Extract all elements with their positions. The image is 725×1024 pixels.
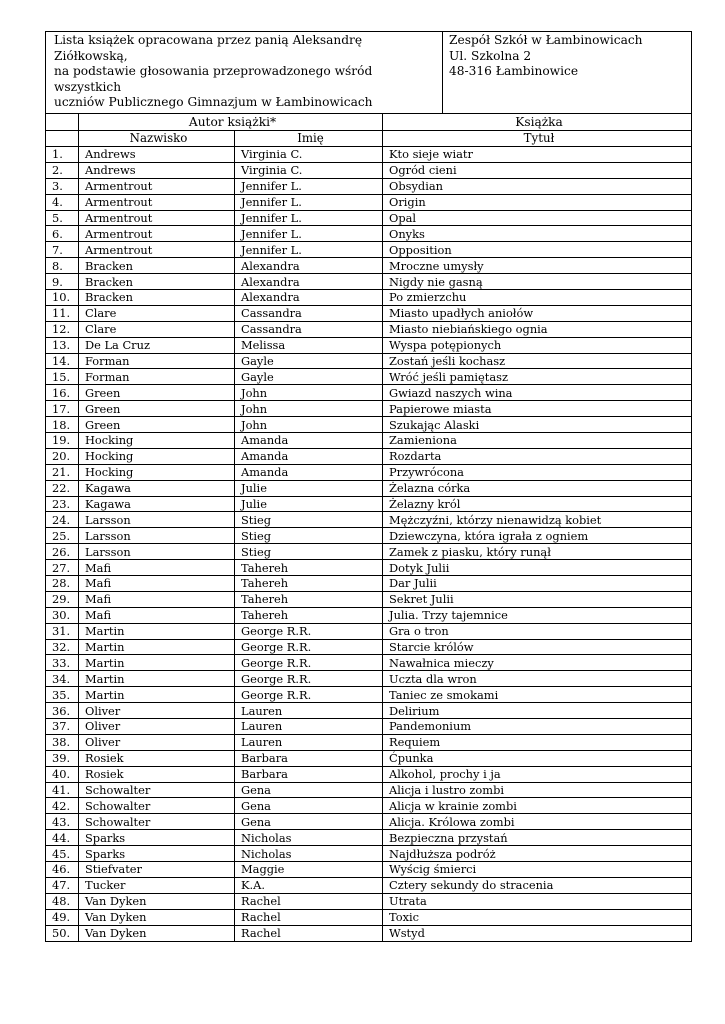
row-number: 27.: [46, 560, 79, 576]
author-first-name: Amanda: [235, 464, 383, 480]
book-title: Alicja i lustro zombi: [383, 782, 692, 798]
row-number: 50.: [46, 925, 79, 941]
author-first-name: George R.R.: [235, 687, 383, 703]
row-number: 12.: [46, 321, 79, 337]
school-name: Zespół Szkół w Łambinowicach: [449, 33, 643, 47]
book-title: Przywrócona: [383, 464, 692, 480]
row-number: 29.: [46, 591, 79, 607]
table-row: [46, 226, 692, 242]
author-first-name: Alexandra: [235, 258, 383, 274]
book-title: Delirium: [383, 703, 692, 719]
table-row: [46, 385, 692, 401]
description-line: uczniów Publicznego Gimnazjum w Łambinowicach: [54, 95, 373, 110]
author-surname: Hocking: [79, 433, 235, 449]
first-name-column-header: Imię: [235, 130, 383, 146]
row-number: 14.: [46, 353, 79, 369]
row-number: 18.: [46, 417, 79, 433]
book-title: Kto sieje wiatr: [383, 146, 692, 162]
table-row: [46, 766, 692, 782]
row-number: 3.: [46, 178, 79, 194]
author-first-name: Tahereh: [235, 607, 383, 623]
row-number: 4.: [46, 194, 79, 210]
book-title: Miasto upadłych aniołów: [383, 305, 692, 321]
table-row: [46, 798, 692, 814]
row-number: 7.: [46, 242, 79, 258]
author-surname: Green: [79, 385, 235, 401]
table-row: [46, 337, 692, 353]
row-number: 32.: [46, 639, 79, 655]
author-first-name: Melissa: [235, 337, 383, 353]
row-number: 38.: [46, 734, 79, 750]
table-row: [46, 178, 692, 194]
book-title: Uczta dla wron: [383, 671, 692, 687]
table-row: [46, 448, 692, 464]
author-surname: Clare: [79, 321, 235, 337]
row-number: 47.: [46, 877, 79, 893]
book-title: Szukając Alaski: [383, 417, 692, 433]
author-first-name: Gayle: [235, 369, 383, 385]
author-surname: Rosiek: [79, 750, 235, 766]
school-postal-city: 48-316 Łambinowice: [449, 64, 579, 79]
author-surname: Bracken: [79, 258, 235, 274]
author-first-name: Rachel: [235, 925, 383, 941]
book-title: Alkohol, prochy i ja: [383, 766, 692, 782]
author-first-name: Stieg: [235, 512, 383, 528]
book-title: Zamieniona: [383, 433, 692, 449]
book-title: Toxic: [383, 909, 692, 925]
book-title: Rozdarta: [383, 448, 692, 464]
author-surname: Oliver: [79, 703, 235, 719]
row-number: 49.: [46, 909, 79, 925]
author-surname: Kagawa: [79, 480, 235, 496]
row-number: 31.: [46, 623, 79, 639]
row-number: 2.: [46, 162, 79, 178]
author-first-name: Nicholas: [235, 830, 383, 846]
table-row: [46, 846, 692, 862]
author-first-name: Tahereh: [235, 560, 383, 576]
author-first-name: Jennifer L.: [235, 242, 383, 258]
row-number: 46.: [46, 862, 79, 878]
author-first-name: Rachel: [235, 893, 383, 909]
author-surname: Van Dyken: [79, 893, 235, 909]
book-title: Żelazna córka: [383, 480, 692, 496]
author-surname: Schowalter: [79, 814, 235, 830]
table-row: [46, 560, 692, 576]
book-title: Miasto niebiańskiego ognia: [383, 321, 692, 337]
author-surname: Stiefvater: [79, 862, 235, 878]
author-surname: Green: [79, 401, 235, 417]
book-title: Gra o tron: [383, 623, 692, 639]
book-title: Alicja. Królowa zombi: [383, 814, 692, 830]
author-first-name: Jennifer L.: [235, 194, 383, 210]
author-surname: Sparks: [79, 830, 235, 846]
row-number: 42.: [46, 798, 79, 814]
book-title: Origin: [383, 194, 692, 210]
author-first-name: Tahereh: [235, 576, 383, 592]
row-number: 48.: [46, 893, 79, 909]
table-row: [46, 305, 692, 321]
author-group-header: Autor książki*: [79, 113, 383, 130]
author-first-name: Gena: [235, 782, 383, 798]
row-number: 33.: [46, 655, 79, 671]
row-number: 17.: [46, 401, 79, 417]
book-title: Wyspa potępionych: [383, 337, 692, 353]
table-row: [46, 862, 692, 878]
author-first-name: Stieg: [235, 544, 383, 560]
table-row: [46, 433, 692, 449]
author-first-name: Gena: [235, 814, 383, 830]
author-surname: Schowalter: [79, 782, 235, 798]
table-row: [46, 703, 692, 719]
row-number: 15.: [46, 369, 79, 385]
group-header-row: [46, 113, 692, 130]
surname-column-header: Nazwisko: [79, 130, 235, 146]
author-first-name: Maggie: [235, 862, 383, 878]
row-number: 44.: [46, 830, 79, 846]
author-first-name: Virginia C.: [235, 162, 383, 178]
author-surname: Hocking: [79, 448, 235, 464]
author-surname: Oliver: [79, 719, 235, 735]
table-row: [46, 639, 692, 655]
author-first-name: K.A.: [235, 877, 383, 893]
row-number: 37.: [46, 719, 79, 735]
author-surname: Van Dyken: [79, 909, 235, 925]
author-surname: Hocking: [79, 464, 235, 480]
table-row: [46, 925, 692, 941]
header-row: [46, 32, 692, 114]
row-number: 8.: [46, 258, 79, 274]
author-first-name: Gayle: [235, 353, 383, 369]
author-first-name: John: [235, 417, 383, 433]
book-title: Ćpunka: [383, 750, 692, 766]
author-surname: Forman: [79, 353, 235, 369]
row-number: 35.: [46, 687, 79, 703]
row-number: 21.: [46, 464, 79, 480]
row-number: 23.: [46, 496, 79, 512]
school-address: [443, 32, 692, 114]
author-surname: Oliver: [79, 734, 235, 750]
row-number: 1.: [46, 146, 79, 162]
table-row: [46, 496, 692, 512]
author-first-name: Lauren: [235, 703, 383, 719]
table-row: [46, 623, 692, 639]
table-row: [46, 321, 692, 337]
row-number: 41.: [46, 782, 79, 798]
table-row: [46, 750, 692, 766]
table-row: [46, 369, 692, 385]
author-surname: Mafi: [79, 591, 235, 607]
table-row: [46, 671, 692, 687]
row-number: 11.: [46, 305, 79, 321]
author-surname: Clare: [79, 305, 235, 321]
book-title: Obsydian: [383, 178, 692, 194]
row-number: 25.: [46, 528, 79, 544]
author-surname: Andrews: [79, 146, 235, 162]
table-row: [46, 814, 692, 830]
author-first-name: Stieg: [235, 528, 383, 544]
author-first-name: Nicholas: [235, 846, 383, 862]
author-surname: Martin: [79, 655, 235, 671]
book-list-table: [45, 31, 692, 942]
book-title: Papierowe miasta: [383, 401, 692, 417]
author-first-name: Barbara: [235, 766, 383, 782]
author-surname: Andrews: [79, 162, 235, 178]
author-first-name: Jennifer L.: [235, 226, 383, 242]
school-street: Ul. Szkolna 2: [449, 48, 532, 63]
book-title: Dziewczyna, która igrała z ogniem: [383, 528, 692, 544]
table-row: [46, 146, 692, 162]
table-row: [46, 528, 692, 544]
table-row: [46, 210, 692, 226]
book-title: Nigdy nie gasną: [383, 274, 692, 290]
author-surname: Martin: [79, 639, 235, 655]
author-first-name: Barbara: [235, 750, 383, 766]
table-row: [46, 194, 692, 210]
row-number: 34.: [46, 671, 79, 687]
author-surname: Armentrout: [79, 210, 235, 226]
title-column-header: Tytuł: [383, 130, 692, 146]
author-surname: Larsson: [79, 528, 235, 544]
table-row: [46, 544, 692, 560]
book-title: Utrata: [383, 893, 692, 909]
table-row: [46, 464, 692, 480]
author-surname: Larsson: [79, 512, 235, 528]
book-title: Wstyd: [383, 925, 692, 941]
author-surname: Rosiek: [79, 766, 235, 782]
row-number: 22.: [46, 480, 79, 496]
table-row: [46, 719, 692, 735]
row-number: 45.: [46, 846, 79, 862]
table-row: [46, 782, 692, 798]
row-number: 40.: [46, 766, 79, 782]
table-row: [46, 687, 692, 703]
row-number: 36.: [46, 703, 79, 719]
book-title: Ogród cieni: [383, 162, 692, 178]
book-title: Opal: [383, 210, 692, 226]
author-surname: Schowalter: [79, 798, 235, 814]
author-first-name: John: [235, 385, 383, 401]
book-title: Żelazny król: [383, 496, 692, 512]
table-row: [46, 655, 692, 671]
row-number: 19.: [46, 433, 79, 449]
book-title: Requiem: [383, 734, 692, 750]
table-row: [46, 591, 692, 607]
table-row: [46, 734, 692, 750]
author-surname: Van Dyken: [79, 925, 235, 941]
table-row: [46, 417, 692, 433]
table-row: [46, 576, 692, 592]
author-surname: Sparks: [79, 846, 235, 862]
row-number: 10.: [46, 289, 79, 305]
row-number: 28.: [46, 576, 79, 592]
author-surname: Forman: [79, 369, 235, 385]
book-title: Dotyk Julii: [383, 560, 692, 576]
author-first-name: Julie: [235, 480, 383, 496]
table-row: [46, 289, 692, 305]
book-title: Wróć jeśli pamiętasz: [383, 369, 692, 385]
author-surname: Mafi: [79, 560, 235, 576]
table-row: [46, 607, 692, 623]
author-surname: Kagawa: [79, 496, 235, 512]
author-first-name: Rachel: [235, 909, 383, 925]
row-number: 5.: [46, 210, 79, 226]
author-surname: Martin: [79, 671, 235, 687]
author-surname: De La Cruz: [79, 337, 235, 353]
author-first-name: Jennifer L.: [235, 210, 383, 226]
book-title: Alicja w krainie zombi: [383, 798, 692, 814]
row-number: 16.: [46, 385, 79, 401]
book-list-sheet: [45, 31, 691, 942]
table-row: [46, 353, 692, 369]
book-title: Opposition: [383, 242, 692, 258]
table-row: [46, 909, 692, 925]
row-number: 39.: [46, 750, 79, 766]
author-first-name: George R.R.: [235, 655, 383, 671]
number-column-header: [46, 130, 79, 146]
book-title: Starcie królów: [383, 639, 692, 655]
author-surname: Mafi: [79, 576, 235, 592]
author-first-name: George R.R.: [235, 639, 383, 655]
author-first-name: Julie: [235, 496, 383, 512]
row-number: 26.: [46, 544, 79, 560]
book-title: Nawałnica mieczy: [383, 655, 692, 671]
author-surname: Armentrout: [79, 242, 235, 258]
author-surname: Tucker: [79, 877, 235, 893]
book-title: Wyścig śmierci: [383, 862, 692, 878]
author-first-name: Cassandra: [235, 321, 383, 337]
author-first-name: Jennifer L.: [235, 178, 383, 194]
author-surname: Armentrout: [79, 226, 235, 242]
row-number: 6.: [46, 226, 79, 242]
book-title: Gwiazd naszych wina: [383, 385, 692, 401]
book-title: Pandemonium: [383, 719, 692, 735]
book-title: Po zmierzchu: [383, 289, 692, 305]
author-first-name: George R.R.: [235, 623, 383, 639]
author-surname: Larsson: [79, 544, 235, 560]
author-first-name: Lauren: [235, 719, 383, 735]
author-surname: Armentrout: [79, 194, 235, 210]
book-title: Zostań jeśli kochasz: [383, 353, 692, 369]
row-number: 13.: [46, 337, 79, 353]
table-row: [46, 242, 692, 258]
author-surname: Mafi: [79, 607, 235, 623]
book-title: Najdłuższa podróż: [383, 846, 692, 862]
book-title: Mężczyźni, którzy nienawidzą kobiet: [383, 512, 692, 528]
author-first-name: Cassandra: [235, 305, 383, 321]
book-group-header: Książka: [383, 113, 692, 130]
author-first-name: Gena: [235, 798, 383, 814]
author-surname: Bracken: [79, 274, 235, 290]
description-line: Lista książek opracowana przez panią Aleksandrę Ziółkowską,: [54, 33, 363, 63]
table-row: [46, 480, 692, 496]
author-first-name: George R.R.: [235, 671, 383, 687]
row-number: 9.: [46, 274, 79, 290]
book-title: Bezpieczna przystań: [383, 830, 692, 846]
book-title: Taniec ze smokami: [383, 687, 692, 703]
author-surname: Martin: [79, 623, 235, 639]
author-first-name: John: [235, 401, 383, 417]
list-description: [46, 32, 443, 114]
table-row: [46, 274, 692, 290]
row-number: 20.: [46, 448, 79, 464]
book-title: Julia. Trzy tajemnice: [383, 607, 692, 623]
author-first-name: Amanda: [235, 433, 383, 449]
table-row: [46, 162, 692, 178]
book-title: Dar Julii: [383, 576, 692, 592]
row-number: 24.: [46, 512, 79, 528]
author-first-name: Lauren: [235, 734, 383, 750]
table-row: [46, 877, 692, 893]
author-surname: Green: [79, 417, 235, 433]
row-number: 30.: [46, 607, 79, 623]
row-number: 43.: [46, 814, 79, 830]
book-title: Mroczne umysły: [383, 258, 692, 274]
table-row: [46, 893, 692, 909]
author-surname: Armentrout: [79, 178, 235, 194]
author-first-name: Tahereh: [235, 591, 383, 607]
table-row: [46, 512, 692, 528]
author-first-name: Alexandra: [235, 274, 383, 290]
description-line: na podstawie głosowania przeprowadzonego wśród wszystkich: [54, 64, 373, 94]
group-header-blank: [46, 113, 79, 130]
author-first-name: Alexandra: [235, 289, 383, 305]
author-surname: Martin: [79, 687, 235, 703]
table-row: [46, 830, 692, 846]
author-surname: Bracken: [79, 289, 235, 305]
author-first-name: Amanda: [235, 448, 383, 464]
table-row: [46, 258, 692, 274]
column-header-row: [46, 130, 692, 146]
book-title: Zamek z piasku, który runął: [383, 544, 692, 560]
author-first-name: Virginia C.: [235, 146, 383, 162]
table-row: [46, 401, 692, 417]
book-title: Cztery sekundy do stracenia: [383, 877, 692, 893]
book-title: Onyks: [383, 226, 692, 242]
book-title: Sekret Julii: [383, 591, 692, 607]
